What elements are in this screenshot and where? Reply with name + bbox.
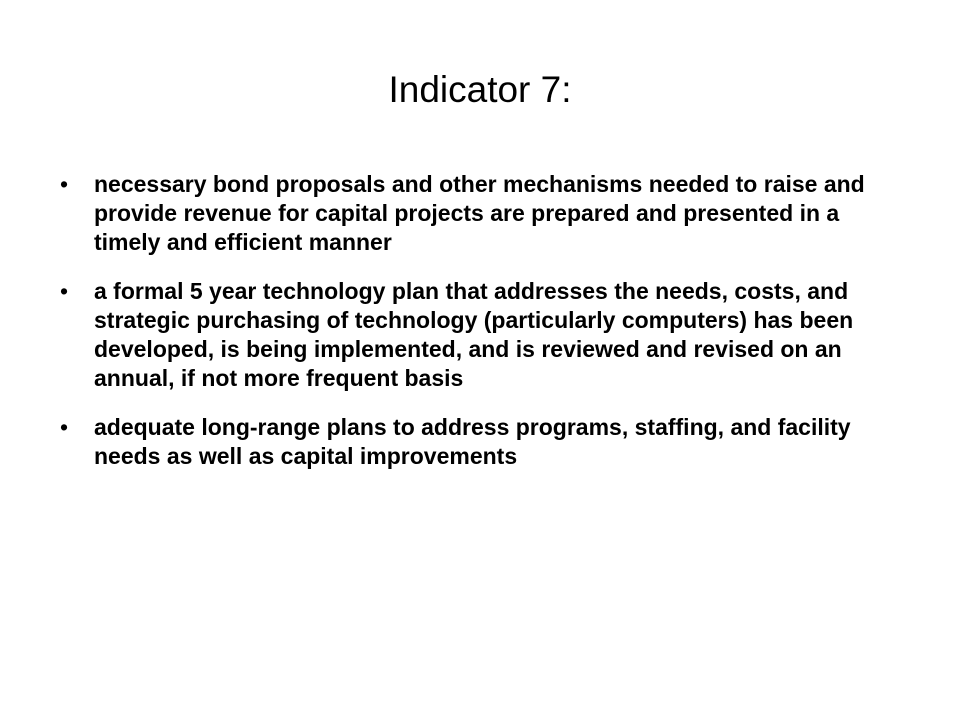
bullet-item-long-range-plans [60, 413, 900, 471]
bullet-text: a formal 5 year technology plan that addresses the needs, costs, and strategic purchasing of technology (particularly computers) has been developed, is being implemented, and is reviewed and revised on an annual, if not more frequent basis [94, 278, 854, 391]
bullet-text: necessary bond proposals and other mechanisms needed to raise and provide revenue for capital projects are prepared and presented in a timely and efficient manner [94, 171, 865, 255]
bullet-text: adequate long-range plans to address programs, staffing, and facility needs as well as capital improvements [94, 414, 851, 469]
bullet-item-technology-plan [60, 277, 900, 393]
bullet-marker: • [60, 278, 69, 304]
bullet-list [60, 170, 900, 491]
bullet-marker: • [60, 414, 69, 440]
bullet-item-bond-proposals [60, 170, 900, 257]
slide-title: Indicator 7: [388, 69, 572, 110]
bullet-marker: • [60, 171, 69, 197]
